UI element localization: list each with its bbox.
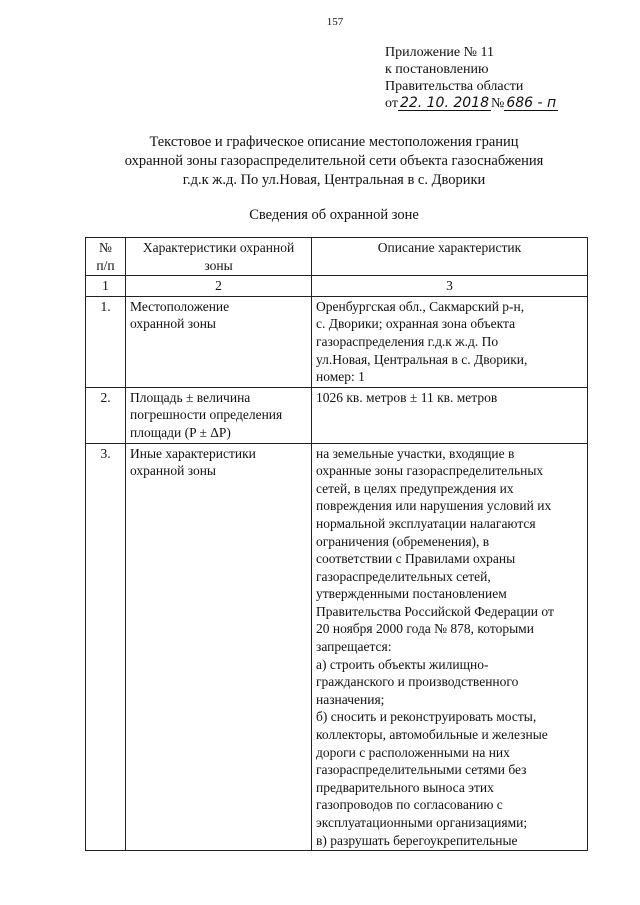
description-line: газопроводов по согласованию с	[316, 797, 503, 813]
header-characteristics-line-2: зоны	[204, 257, 233, 273]
title-line-3: г.д.к ж.д. По ул.Новая, Центральная в с. Дворики	[182, 172, 486, 188]
appendix-line-3: Правительства области	[385, 79, 524, 94]
table-index-row	[86, 276, 588, 297]
page-number: 157	[326, 16, 344, 28]
description-line: газораспределения г.д.к ж.д. По	[316, 333, 499, 349]
description-line: ограничения (обременения), в	[316, 533, 490, 549]
description-line: охранные зоны газораспределительных	[316, 463, 544, 479]
description-line: коллекторы, автомобильные и железные	[316, 727, 548, 743]
description-line: запрещается:	[316, 639, 392, 655]
description-line: 1026 кв. метров ± 11 кв. метров	[316, 389, 498, 405]
description-line: гражданского и производственного	[316, 674, 519, 690]
characteristic-line: охранной зоны	[130, 316, 217, 332]
header-number-line-1: №	[99, 240, 112, 255]
table-row	[86, 387, 588, 443]
appendix-block	[385, 44, 558, 112]
appendix-number: 686 - п	[506, 95, 557, 111]
appendix-title: Приложение № 11	[385, 45, 494, 60]
description-line: предварительного выноса этих	[316, 779, 494, 795]
table-header-row	[86, 238, 588, 276]
table-row	[86, 296, 588, 387]
row-description	[312, 387, 588, 443]
row-number: 1.	[86, 296, 126, 387]
characteristic-line: Площадь ± величина	[130, 389, 251, 405]
characteristic-line: площади (P ± ΔP)	[130, 424, 231, 440]
header-description: Описание характеристик	[312, 238, 588, 276]
description-line: б) сносить и реконструировать мосты,	[316, 709, 537, 725]
row-number: 3.	[86, 443, 126, 851]
header-characteristics-line-1: Характеристики охранной	[142, 240, 295, 255]
description-line: Оренбургская обл., Сакмарский р-н,	[316, 298, 525, 314]
header-number	[86, 238, 126, 276]
row-characteristic	[126, 296, 312, 387]
characteristic-line: погрешности определения	[130, 407, 283, 423]
description-line: ул.Новая, Центральная в с. Дворики,	[316, 351, 528, 367]
description-line: эксплуатационными организациями;	[316, 815, 528, 830]
appendix-number-sign: №	[491, 96, 505, 111]
index-cell-2: 2	[126, 276, 312, 297]
index-cell-1: 1	[86, 276, 126, 297]
header-number-line-2: п/п	[96, 257, 115, 273]
description-line: сетей, в целях предупреждения их	[316, 480, 514, 496]
protection-zone-table	[85, 237, 588, 851]
description-line: соответствии с Правилами охраны	[316, 551, 516, 567]
row-description	[312, 443, 588, 851]
appendix-date-line	[385, 95, 558, 112]
document-title	[0, 133, 640, 190]
characteristic-line: Иные характеристики	[130, 445, 256, 461]
description-line: дороги с расположенными на них	[316, 744, 510, 760]
row-characteristic	[126, 387, 312, 443]
title-line-1: Текстовое и графическое описание местоположения границ	[149, 134, 519, 150]
index-cell-3: 3	[312, 276, 588, 297]
title-line-2: охранной зоны газораспределительной сети объекта газоснабжения	[124, 153, 544, 169]
description-line: а) строить объекты жилищно-	[316, 656, 489, 672]
description-line: назначения;	[316, 691, 385, 707]
section-subtitle: Сведения об охранной зоне	[249, 207, 419, 223]
appendix-from-prefix: от	[385, 96, 398, 111]
row-description	[312, 296, 588, 387]
row-characteristic	[126, 443, 312, 851]
description-line: газораспределительных сетей,	[316, 568, 491, 584]
characteristic-line: охранной зоны	[130, 463, 217, 479]
table-row	[86, 443, 588, 851]
appendix-line-2: к постановлению	[385, 62, 489, 77]
description-line: 20 ноября 2000 года № 878, которыми	[316, 621, 534, 637]
description-line: повреждения или нарушения условий их	[316, 498, 552, 514]
header-characteristics	[126, 238, 312, 276]
appendix-date: 22. 10. 2018	[399, 95, 489, 111]
description-line: на земельные участки, входящие в	[316, 445, 515, 461]
description-line: Правительства Российской Федерации от	[316, 603, 554, 619]
row-number: 2.	[86, 387, 126, 443]
description-line: утвержденными постановлением	[316, 586, 507, 602]
description-line: газораспределительными сетями без	[316, 762, 527, 778]
description-line: нормальной эксплуатации налагаются	[316, 515, 536, 531]
description-line: номер: 1	[316, 369, 365, 385]
description-line: в) разрушать берегоукрепительные	[316, 832, 518, 848]
characteristic-line: Местоположение	[130, 298, 230, 314]
description-line: с. Дворики; охранная зона объекта	[316, 316, 516, 332]
